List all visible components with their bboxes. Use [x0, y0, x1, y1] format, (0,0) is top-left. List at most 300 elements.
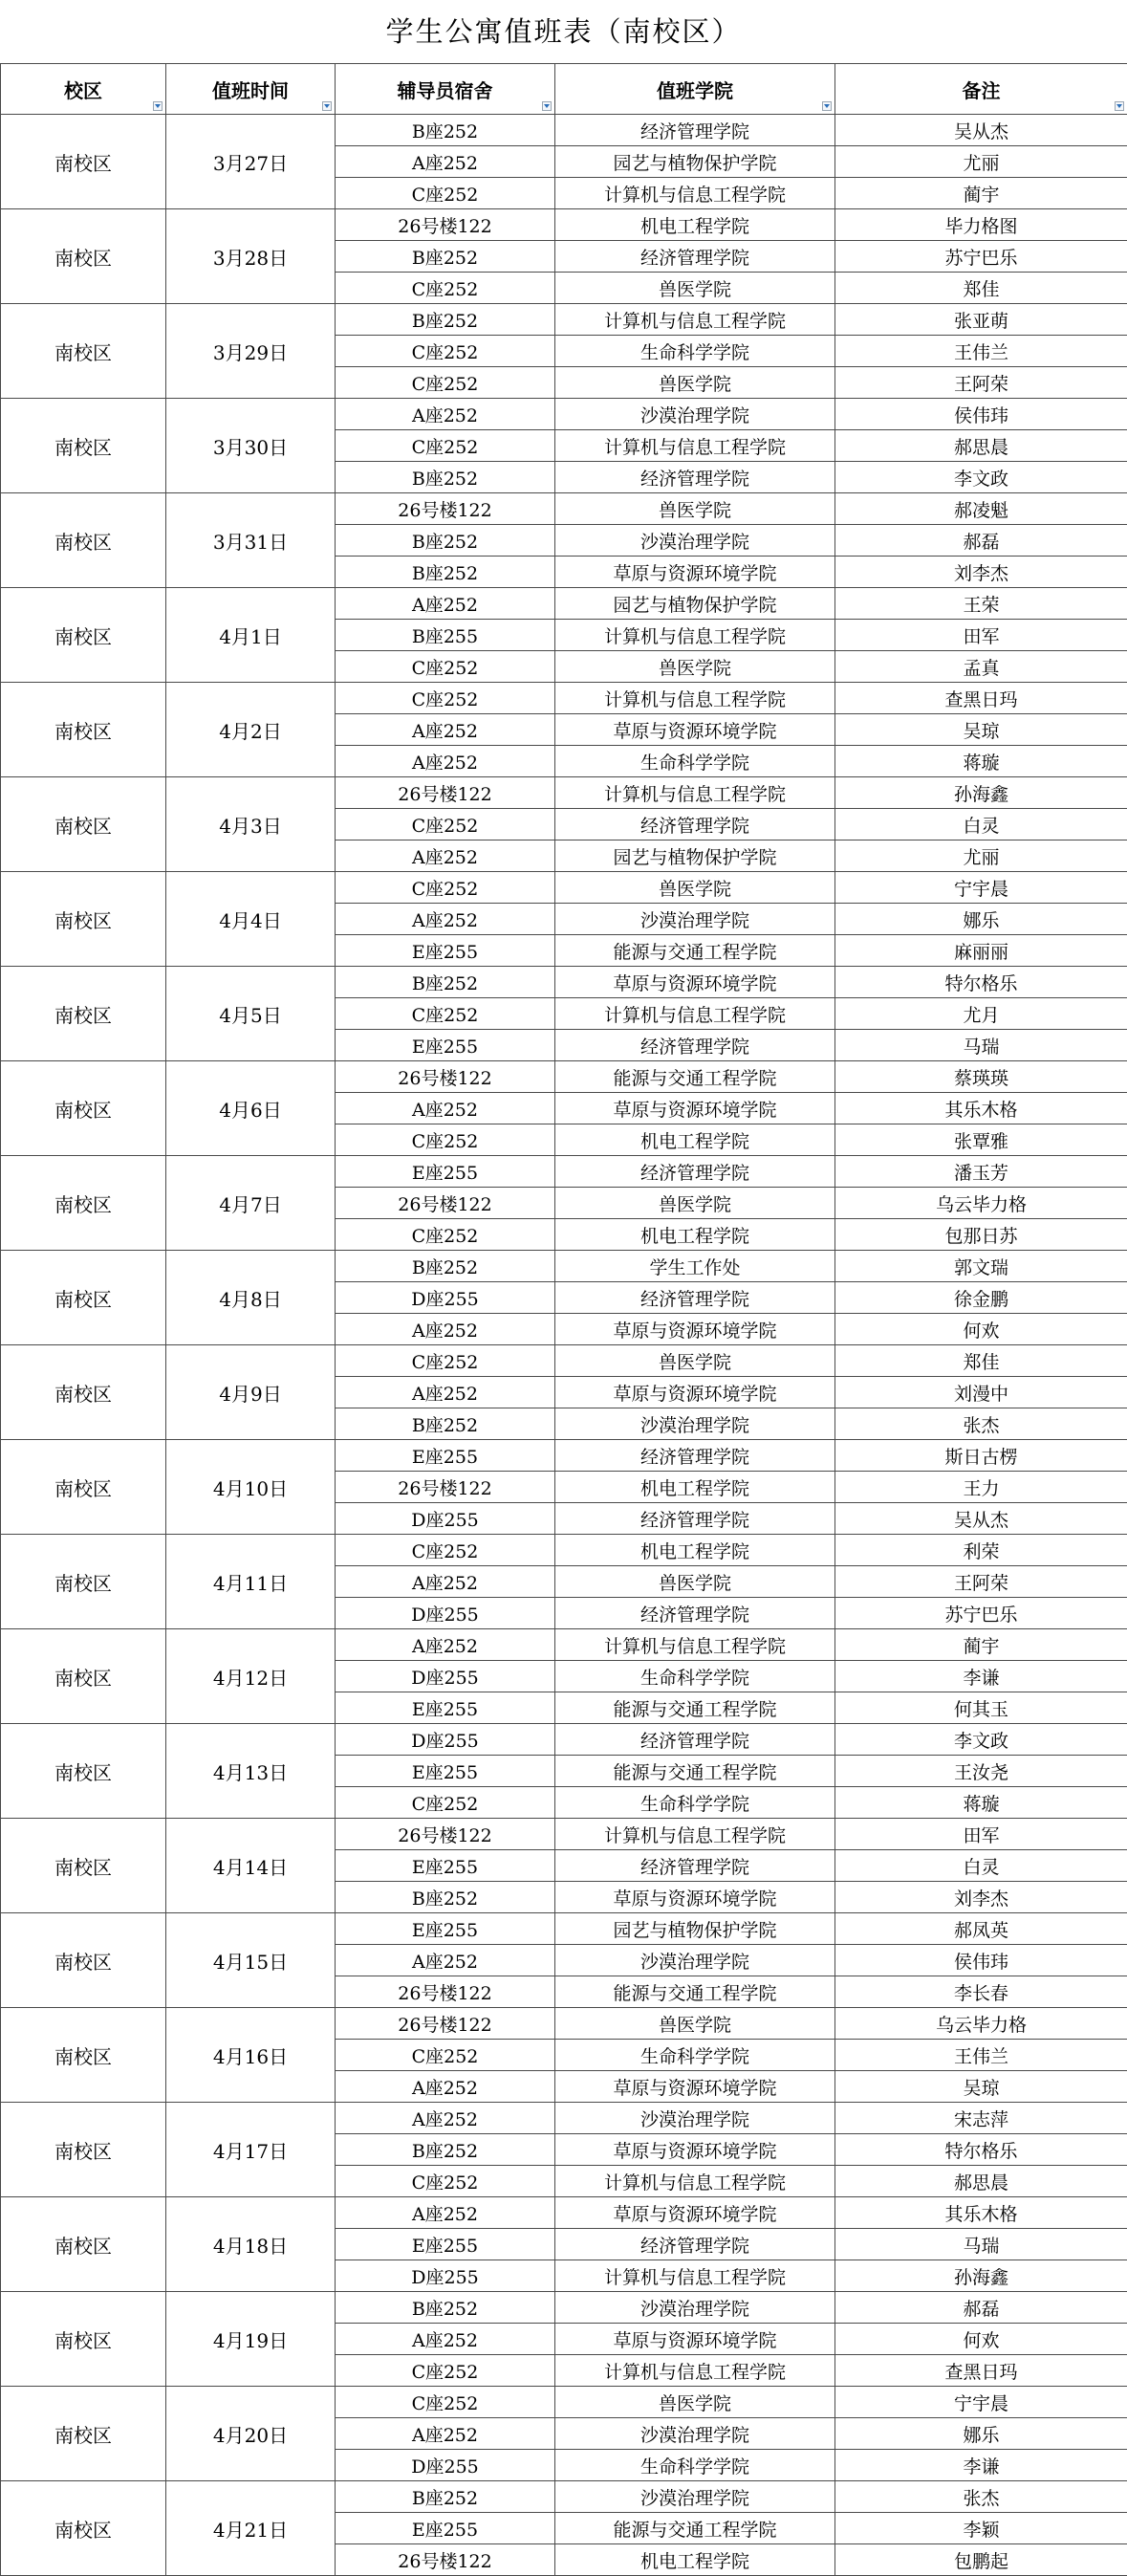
dorm-cell: A座252 — [336, 588, 555, 620]
note-cell: 蔡瑛瑛 — [835, 1061, 1127, 1093]
date-cell: 4月15日 — [166, 1913, 336, 2008]
dorm-cell: B座252 — [336, 1882, 555, 1913]
dorm-cell: C座252 — [336, 651, 555, 683]
date-cell: 4月14日 — [166, 1819, 336, 1913]
campus-cell: 南校区 — [1, 967, 166, 1061]
college-cell: 兽医学院 — [555, 1345, 835, 1377]
dorm-cell: B座252 — [336, 557, 555, 588]
column-header-label: 校区 — [64, 78, 102, 102]
table-row — [1, 2103, 1127, 2134]
dorm-cell: A座252 — [336, 2071, 555, 2103]
college-cell: 兽医学院 — [555, 872, 835, 904]
campus-cell: 南校区 — [1, 1535, 166, 1629]
college-cell: 计算机与信息工程学院 — [555, 2355, 835, 2387]
date-cell: 4月12日 — [166, 1629, 336, 1724]
table-row — [1, 967, 1127, 998]
dorm-cell: B座252 — [336, 2481, 555, 2513]
note-cell: 特尔格乐 — [835, 2134, 1127, 2166]
dorm-cell: A座252 — [336, 1093, 555, 1124]
table-body — [1, 115, 1127, 2576]
campus-cell: 南校区 — [1, 115, 166, 209]
note-cell: 郝思晨 — [835, 2166, 1127, 2197]
note-cell: 尤丽 — [835, 840, 1127, 872]
note-cell: 其乐木格 — [835, 2197, 1127, 2229]
dorm-cell: B座252 — [336, 115, 555, 146]
dorm-cell: E座255 — [336, 1850, 555, 1882]
date-cell: 4月10日 — [166, 1440, 336, 1535]
college-cell: 草原与资源环境学院 — [555, 1314, 835, 1345]
note-cell: 包那日苏 — [835, 1219, 1127, 1251]
table-row — [1, 588, 1127, 620]
filter-dropdown-icon[interactable] — [1115, 101, 1124, 111]
note-cell: 孟真 — [835, 651, 1127, 683]
note-cell: 王伟兰 — [835, 336, 1127, 367]
table-row — [1, 209, 1127, 241]
college-cell: 沙漠治理学院 — [555, 2481, 835, 2513]
college-cell: 生命科学学院 — [555, 2040, 835, 2071]
dorm-cell: A座252 — [336, 1945, 555, 1976]
college-cell: 能源与交通工程学院 — [555, 935, 835, 967]
college-cell: 生命科学学院 — [555, 1661, 835, 1692]
note-cell: 包鹏起 — [835, 2544, 1127, 2576]
column-header-label: 值班学院 — [657, 78, 733, 102]
dorm-cell: E座255 — [336, 1156, 555, 1188]
dorm-cell: E座255 — [336, 1440, 555, 1472]
dorm-cell: C座252 — [336, 367, 555, 399]
date-cell: 3月27日 — [166, 115, 336, 209]
note-cell: 王阿荣 — [835, 367, 1127, 399]
dorm-cell: 26号楼122 — [336, 777, 555, 809]
college-cell: 机电工程学院 — [555, 209, 835, 241]
note-cell: 毕力格图 — [835, 209, 1127, 241]
column-header-date — [166, 64, 336, 115]
college-cell: 经济管理学院 — [555, 462, 835, 493]
college-cell: 计算机与信息工程学院 — [555, 178, 835, 209]
dorm-cell: B座252 — [336, 462, 555, 493]
dorm-cell: A座252 — [336, 1566, 555, 1598]
college-cell: 草原与资源环境学院 — [555, 2134, 835, 2166]
table-row — [1, 1819, 1127, 1850]
note-cell: 刘李杰 — [835, 557, 1127, 588]
college-cell: 经济管理学院 — [555, 1503, 835, 1535]
table-row — [1, 2387, 1127, 2418]
table-row — [1, 2481, 1127, 2513]
college-cell: 兽医学院 — [555, 651, 835, 683]
dorm-cell: E座255 — [336, 2229, 555, 2260]
dorm-cell: A座252 — [336, 146, 555, 178]
dorm-cell: C座252 — [336, 872, 555, 904]
campus-cell: 南校区 — [1, 1629, 166, 1724]
note-cell: 郝磊 — [835, 2292, 1127, 2324]
note-cell: 李谦 — [835, 2450, 1127, 2481]
date-cell: 4月21日 — [166, 2481, 336, 2576]
table-row — [1, 399, 1127, 430]
note-cell: 蒋璇 — [835, 746, 1127, 777]
college-cell: 园艺与植物保护学院 — [555, 840, 835, 872]
note-cell: 张杰 — [835, 1408, 1127, 1440]
note-cell: 斯日古楞 — [835, 1440, 1127, 1472]
filter-dropdown-icon[interactable] — [822, 101, 832, 111]
date-cell: 4月17日 — [166, 2103, 336, 2197]
dorm-cell: 26号楼122 — [336, 1472, 555, 1503]
dorm-cell: C座252 — [336, 2387, 555, 2418]
note-cell: 苏宁巴乐 — [835, 241, 1127, 273]
dorm-cell: A座252 — [336, 2103, 555, 2134]
dorm-cell: E座255 — [336, 2513, 555, 2544]
date-cell: 4月20日 — [166, 2387, 336, 2481]
campus-cell: 南校区 — [1, 777, 166, 872]
filter-dropdown-icon[interactable] — [153, 101, 163, 111]
dorm-cell: C座252 — [336, 273, 555, 304]
college-cell: 草原与资源环境学院 — [555, 714, 835, 746]
college-cell: 兽医学院 — [555, 367, 835, 399]
column-header-college — [555, 64, 835, 115]
page-title: 学生公寓值班表（南校区） — [385, 15, 742, 48]
college-cell: 生命科学学院 — [555, 746, 835, 777]
column-header-dorm — [336, 64, 555, 115]
column-header-label: 辅导员宿舍 — [397, 78, 493, 102]
date-cell: 4月8日 — [166, 1251, 336, 1345]
campus-cell: 南校区 — [1, 1913, 166, 2008]
note-cell: 郭文瑞 — [835, 1251, 1127, 1282]
note-cell: 田军 — [835, 1819, 1127, 1850]
dorm-cell: A座252 — [336, 1629, 555, 1661]
college-cell: 计算机与信息工程学院 — [555, 430, 835, 462]
college-cell: 经济管理学院 — [555, 1030, 835, 1061]
note-cell: 宁宇晨 — [835, 872, 1127, 904]
date-cell: 3月28日 — [166, 209, 336, 304]
table-row — [1, 2008, 1127, 2040]
college-cell: 计算机与信息工程学院 — [555, 620, 835, 651]
dorm-cell: C座252 — [336, 683, 555, 714]
note-cell: 张杰 — [835, 2481, 1127, 2513]
dorm-cell: B座252 — [336, 2292, 555, 2324]
table-row — [1, 1345, 1127, 1377]
note-cell: 李文政 — [835, 1724, 1127, 1756]
note-cell: 郝思晨 — [835, 430, 1127, 462]
college-cell: 沙漠治理学院 — [555, 525, 835, 557]
dorm-cell: A座252 — [336, 714, 555, 746]
note-cell: 其乐木格 — [835, 1093, 1127, 1124]
campus-cell: 南校区 — [1, 493, 166, 588]
note-cell: 白灵 — [835, 809, 1127, 840]
note-cell: 利荣 — [835, 1535, 1127, 1566]
dorm-cell: A座252 — [336, 1377, 555, 1408]
filter-dropdown-icon[interactable] — [542, 101, 552, 111]
campus-cell: 南校区 — [1, 1724, 166, 1819]
dorm-cell: C座252 — [336, 336, 555, 367]
campus-cell: 南校区 — [1, 1440, 166, 1535]
dorm-cell: B座252 — [336, 1408, 555, 1440]
college-cell: 经济管理学院 — [555, 115, 835, 146]
campus-cell: 南校区 — [1, 2387, 166, 2481]
table-row — [1, 1629, 1127, 1661]
college-cell: 沙漠治理学院 — [555, 1945, 835, 1976]
dorm-cell: 26号楼122 — [336, 1819, 555, 1850]
college-cell: 园艺与植物保护学院 — [555, 146, 835, 178]
dorm-cell: D座255 — [336, 1598, 555, 1629]
dorm-cell: 26号楼122 — [336, 2544, 555, 2576]
college-cell: 机电工程学院 — [555, 2544, 835, 2576]
college-cell: 沙漠治理学院 — [555, 1408, 835, 1440]
college-cell: 生命科学学院 — [555, 336, 835, 367]
note-cell: 尤丽 — [835, 146, 1127, 178]
note-cell: 查黑日玛 — [835, 683, 1127, 714]
college-cell: 草原与资源环境学院 — [555, 1093, 835, 1124]
college-cell: 兽医学院 — [555, 273, 835, 304]
note-cell: 特尔格乐 — [835, 967, 1127, 998]
note-cell: 吴从杰 — [835, 1503, 1127, 1535]
note-cell: 田军 — [835, 620, 1127, 651]
note-cell: 王汝尧 — [835, 1756, 1127, 1787]
dorm-cell: C座252 — [336, 178, 555, 209]
table-row — [1, 872, 1127, 904]
column-header-note — [835, 64, 1127, 115]
college-cell: 兽医学院 — [555, 2008, 835, 2040]
date-cell: 4月16日 — [166, 2008, 336, 2103]
note-cell: 张亚萌 — [835, 304, 1127, 336]
dorm-cell: C座252 — [336, 1787, 555, 1819]
date-cell: 3月29日 — [166, 304, 336, 399]
table-row — [1, 1440, 1127, 1472]
college-cell: 沙漠治理学院 — [555, 904, 835, 935]
note-cell: 尤月 — [835, 998, 1127, 1030]
note-cell: 蔺宇 — [835, 178, 1127, 209]
college-cell: 能源与交通工程学院 — [555, 1061, 835, 1093]
dorm-cell: D座255 — [336, 1661, 555, 1692]
table-row — [1, 1913, 1127, 1945]
college-cell: 兽医学院 — [555, 1188, 835, 1219]
dorm-cell: C座252 — [336, 2040, 555, 2071]
column-header-label: 备注 — [962, 78, 1001, 102]
note-cell: 刘李杰 — [835, 1882, 1127, 1913]
college-cell: 机电工程学院 — [555, 1535, 835, 1566]
table-row — [1, 683, 1127, 714]
college-cell: 园艺与植物保护学院 — [555, 588, 835, 620]
dorm-cell: E座255 — [336, 1692, 555, 1724]
note-cell: 乌云毕力格 — [835, 2008, 1127, 2040]
college-cell: 草原与资源环境学院 — [555, 1882, 835, 1913]
college-cell: 沙漠治理学院 — [555, 2418, 835, 2450]
note-cell: 李颖 — [835, 2513, 1127, 2544]
college-cell: 计算机与信息工程学院 — [555, 2166, 835, 2197]
note-cell: 徐金鹏 — [835, 1282, 1127, 1314]
table-row — [1, 1251, 1127, 1282]
note-cell: 潘玉芳 — [835, 1156, 1127, 1188]
note-cell: 吴琼 — [835, 2071, 1127, 2103]
note-cell: 孙海鑫 — [835, 777, 1127, 809]
date-cell: 4月13日 — [166, 1724, 336, 1819]
dorm-cell: E座255 — [336, 1756, 555, 1787]
college-cell: 能源与交通工程学院 — [555, 2513, 835, 2544]
dorm-cell: B座252 — [336, 525, 555, 557]
college-cell: 兽医学院 — [555, 2387, 835, 2418]
campus-cell: 南校区 — [1, 2008, 166, 2103]
dorm-cell: C座252 — [336, 998, 555, 1030]
dorm-cell: D座255 — [336, 1282, 555, 1314]
note-cell: 白灵 — [835, 1850, 1127, 1882]
campus-cell: 南校区 — [1, 1061, 166, 1156]
college-cell: 计算机与信息工程学院 — [555, 998, 835, 1030]
college-cell: 能源与交通工程学院 — [555, 1756, 835, 1787]
note-cell: 张覃雅 — [835, 1124, 1127, 1156]
note-cell: 吴琼 — [835, 714, 1127, 746]
note-cell: 郑佳 — [835, 1345, 1127, 1377]
dorm-cell: 26号楼122 — [336, 209, 555, 241]
table-row — [1, 304, 1127, 336]
campus-cell: 南校区 — [1, 683, 166, 777]
college-cell: 生命科学学院 — [555, 2450, 835, 2481]
dorm-cell: E座255 — [336, 1030, 555, 1061]
campus-cell: 南校区 — [1, 2292, 166, 2387]
college-cell: 机电工程学院 — [555, 1219, 835, 1251]
dorm-cell: A座252 — [336, 2197, 555, 2229]
note-cell: 郝凤英 — [835, 1913, 1127, 1945]
date-cell: 4月9日 — [166, 1345, 336, 1440]
college-cell: 生命科学学院 — [555, 1787, 835, 1819]
dorm-cell: B座252 — [336, 241, 555, 273]
college-cell: 草原与资源环境学院 — [555, 1377, 835, 1408]
note-cell: 侯伟玮 — [835, 399, 1127, 430]
table-row — [1, 2197, 1127, 2229]
campus-cell: 南校区 — [1, 1345, 166, 1440]
dorm-cell: 26号楼122 — [336, 1061, 555, 1093]
dorm-cell: A座252 — [336, 746, 555, 777]
college-cell: 计算机与信息工程学院 — [555, 2260, 835, 2292]
dorm-cell: C座252 — [336, 2355, 555, 2387]
college-cell: 计算机与信息工程学院 — [555, 1629, 835, 1661]
note-cell: 何其玉 — [835, 1692, 1127, 1724]
date-cell: 3月31日 — [166, 493, 336, 588]
date-cell: 4月19日 — [166, 2292, 336, 2387]
dorm-cell: A座252 — [336, 399, 555, 430]
college-cell: 沙漠治理学院 — [555, 399, 835, 430]
college-cell: 经济管理学院 — [555, 241, 835, 273]
table-row — [1, 1535, 1127, 1566]
dorm-cell: 26号楼122 — [336, 2008, 555, 2040]
dorm-cell: A座252 — [336, 2324, 555, 2355]
note-cell: 苏宁巴乐 — [835, 1598, 1127, 1629]
table-row — [1, 1061, 1127, 1093]
college-cell: 兽医学院 — [555, 1566, 835, 1598]
college-cell: 计算机与信息工程学院 — [555, 304, 835, 336]
college-cell: 计算机与信息工程学院 — [555, 1819, 835, 1850]
note-cell: 马瑞 — [835, 2229, 1127, 2260]
campus-cell: 南校区 — [1, 1251, 166, 1345]
college-cell: 计算机与信息工程学院 — [555, 777, 835, 809]
table-row — [1, 1724, 1127, 1756]
college-cell: 沙漠治理学院 — [555, 2292, 835, 2324]
dorm-cell: C座252 — [336, 1345, 555, 1377]
dorm-cell: A座252 — [336, 1314, 555, 1345]
note-cell: 娜乐 — [835, 2418, 1127, 2450]
filter-dropdown-icon[interactable] — [322, 101, 332, 111]
dorm-cell: C座252 — [336, 430, 555, 462]
note-cell: 王阿荣 — [835, 1566, 1127, 1598]
dorm-cell: B座252 — [336, 967, 555, 998]
college-cell: 经济管理学院 — [555, 1724, 835, 1756]
dorm-cell: D座255 — [336, 1503, 555, 1535]
campus-cell: 南校区 — [1, 1819, 166, 1913]
table-header — [1, 64, 1127, 115]
note-cell: 马瑞 — [835, 1030, 1127, 1061]
college-cell: 草原与资源环境学院 — [555, 557, 835, 588]
college-cell: 能源与交通工程学院 — [555, 1692, 835, 1724]
college-cell: 能源与交通工程学院 — [555, 1976, 835, 2008]
dorm-cell: D座255 — [336, 2260, 555, 2292]
note-cell: 王荣 — [835, 588, 1127, 620]
campus-cell: 南校区 — [1, 2481, 166, 2576]
note-cell: 孙海鑫 — [835, 2260, 1127, 2292]
dorm-cell: 26号楼122 — [336, 1188, 555, 1219]
note-cell: 宁宇晨 — [835, 2387, 1127, 2418]
note-cell: 蒋璇 — [835, 1787, 1127, 1819]
note-cell: 麻丽丽 — [835, 935, 1127, 967]
note-cell: 宋志萍 — [835, 2103, 1127, 2134]
college-cell: 草原与资源环境学院 — [555, 2324, 835, 2355]
dorm-cell: E座255 — [336, 935, 555, 967]
college-cell: 兽医学院 — [555, 493, 835, 525]
note-cell: 娜乐 — [835, 904, 1127, 935]
college-cell: 草原与资源环境学院 — [555, 2197, 835, 2229]
college-cell: 计算机与信息工程学院 — [555, 683, 835, 714]
note-cell: 吴从杰 — [835, 115, 1127, 146]
college-cell: 经济管理学院 — [555, 1282, 835, 1314]
dorm-cell: 26号楼122 — [336, 1976, 555, 2008]
college-cell: 经济管理学院 — [555, 1156, 835, 1188]
campus-cell: 南校区 — [1, 2197, 166, 2292]
dorm-cell: B座252 — [336, 304, 555, 336]
college-cell: 机电工程学院 — [555, 1472, 835, 1503]
college-cell: 经济管理学院 — [555, 1850, 835, 1882]
dorm-cell: D座255 — [336, 2450, 555, 2481]
college-cell: 园艺与植物保护学院 — [555, 1913, 835, 1945]
college-cell: 草原与资源环境学院 — [555, 967, 835, 998]
dorm-cell: C座252 — [336, 2166, 555, 2197]
note-cell: 李文政 — [835, 462, 1127, 493]
date-cell: 4月4日 — [166, 872, 336, 967]
column-header-label: 值班时间 — [212, 78, 289, 102]
note-cell: 乌云毕力格 — [835, 1188, 1127, 1219]
college-cell: 经济管理学院 — [555, 1440, 835, 1472]
note-cell: 侯伟玮 — [835, 1945, 1127, 1976]
campus-cell: 南校区 — [1, 2103, 166, 2197]
note-cell: 郝磊 — [835, 525, 1127, 557]
dorm-cell: A座252 — [336, 840, 555, 872]
dorm-cell: B座255 — [336, 620, 555, 651]
column-header-campus — [1, 64, 166, 115]
dorm-cell: A座252 — [336, 904, 555, 935]
college-cell: 经济管理学院 — [555, 1598, 835, 1629]
table-row — [1, 777, 1127, 809]
college-cell: 沙漠治理学院 — [555, 2103, 835, 2134]
campus-cell: 南校区 — [1, 588, 166, 683]
dorm-cell: E座255 — [336, 1913, 555, 1945]
campus-cell: 南校区 — [1, 1156, 166, 1251]
date-cell: 4月3日 — [166, 777, 336, 872]
dorm-cell: C座252 — [336, 1535, 555, 1566]
table-row — [1, 2292, 1127, 2324]
table-row — [1, 1156, 1127, 1188]
date-cell: 4月18日 — [166, 2197, 336, 2292]
dorm-cell: B座252 — [336, 1251, 555, 1282]
note-cell: 郝凌魁 — [835, 493, 1127, 525]
date-cell: 4月5日 — [166, 967, 336, 1061]
note-cell: 李长春 — [835, 1976, 1127, 2008]
dorm-cell: C座252 — [336, 1124, 555, 1156]
note-cell: 何欢 — [835, 1314, 1127, 1345]
college-cell: 学生工作处 — [555, 1251, 835, 1282]
